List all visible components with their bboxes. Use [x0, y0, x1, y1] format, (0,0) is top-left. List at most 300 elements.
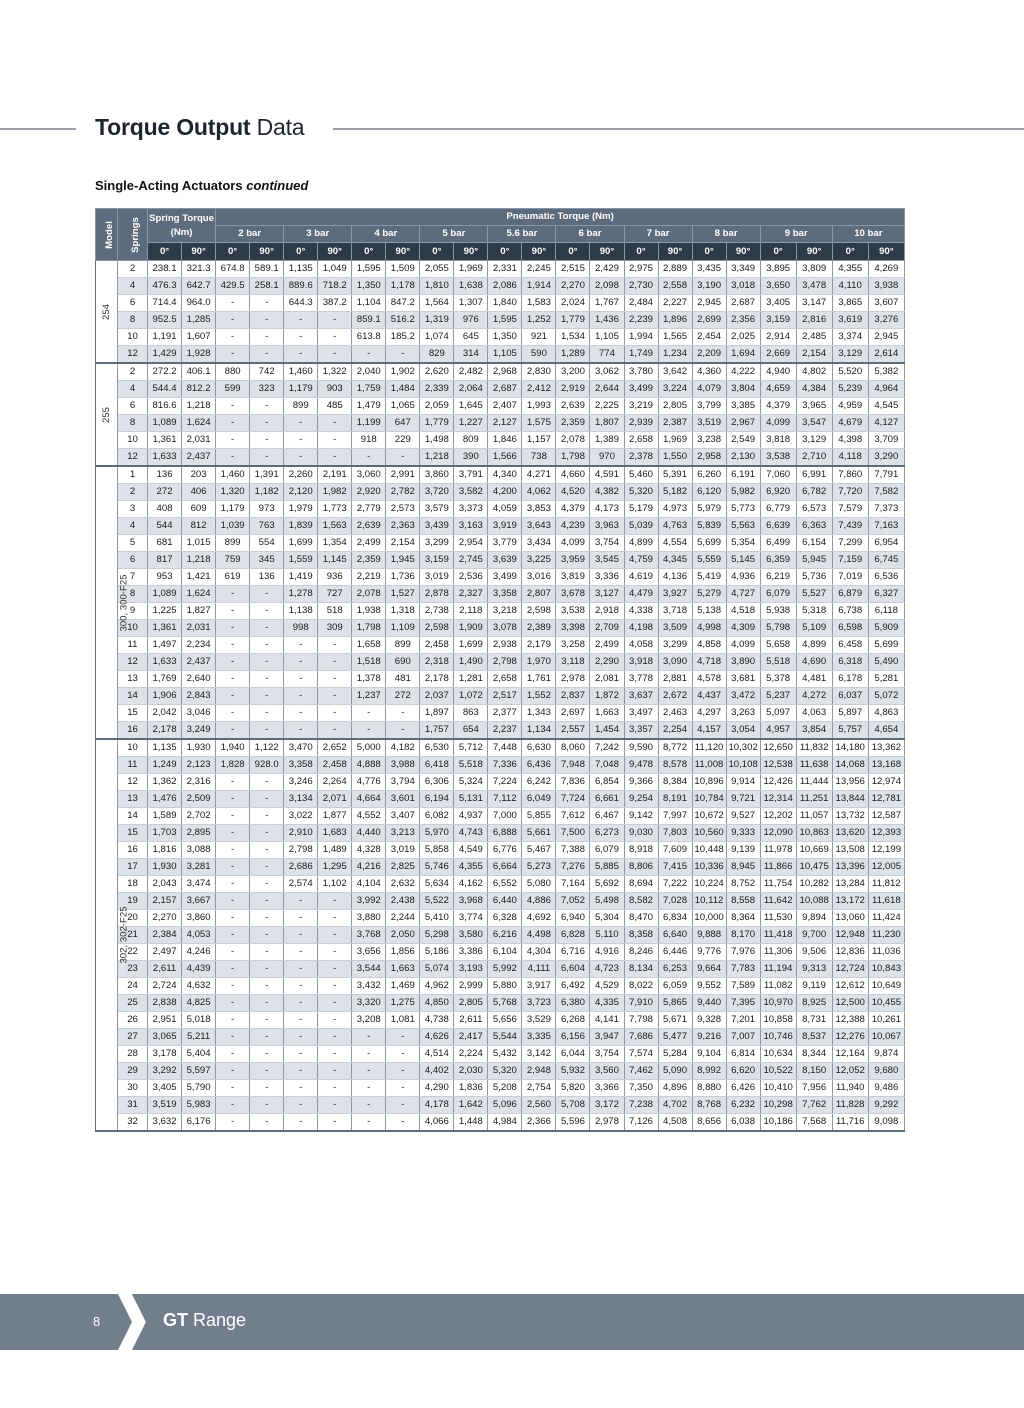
value-cell: 2,458 — [420, 637, 454, 654]
value-cell: 3,774 — [454, 910, 488, 927]
value-cell: 7,299 — [832, 535, 868, 552]
table-row — [96, 842, 905, 859]
springs-cell: 2 — [118, 484, 148, 501]
value-cell: 9,721 — [726, 791, 760, 808]
springs-cell: 10 — [118, 329, 148, 346]
value-cell: 1,607 — [182, 329, 216, 346]
value-cell: 1,694 — [726, 346, 760, 364]
page-title — [95, 114, 304, 141]
value-cell: 6,954 — [868, 535, 904, 552]
value-cell: 1,490 — [454, 654, 488, 671]
table-row — [96, 484, 905, 501]
section-title — [95, 178, 308, 193]
value-cell: 4,998 — [692, 620, 726, 637]
value-cell: 976 — [454, 312, 488, 329]
value-cell: 2,702 — [182, 808, 216, 825]
table-header-row-1 — [96, 209, 905, 226]
header-angle-0: 0° — [284, 243, 318, 261]
value-cell: 9,506 — [796, 944, 832, 961]
table-row — [96, 995, 905, 1012]
value-cell: - — [216, 329, 250, 346]
value-cell: 1,979 — [284, 501, 318, 518]
value-cell: 8,558 — [726, 893, 760, 910]
value-cell: 2,224 — [454, 1046, 488, 1063]
value-cell: 6,920 — [760, 484, 796, 501]
value-cell: 1,015 — [182, 535, 216, 552]
header-angle-0: 0° — [148, 243, 182, 261]
value-cell: 4,692 — [522, 910, 556, 927]
value-cell: - — [250, 774, 284, 791]
value-cell: 3,335 — [522, 1029, 556, 1046]
value-cell: 1,663 — [590, 705, 624, 722]
value-cell: 2,387 — [658, 415, 692, 432]
value-cell: 1,624 — [182, 586, 216, 603]
value-cell: 1,550 — [658, 449, 692, 467]
value-cell: 9,366 — [624, 774, 658, 791]
value-cell: 8,731 — [796, 1012, 832, 1029]
value-cell: - — [386, 1080, 420, 1097]
value-cell: 6,216 — [488, 927, 522, 944]
value-cell: 11,120 — [692, 739, 726, 757]
value-cell: 7,582 — [868, 484, 904, 501]
value-cell: 1,498 — [420, 432, 454, 449]
value-cell: 5,110 — [590, 927, 624, 944]
value-cell: 6,492 — [556, 978, 590, 995]
header-pressure: 5 bar — [420, 226, 488, 243]
value-cell: 847.2 — [386, 295, 420, 312]
value-cell: 5,131 — [454, 791, 488, 808]
value-cell: 2,237 — [488, 722, 522, 740]
value-cell: 589.1 — [250, 261, 284, 278]
value-cell: 2,025 — [726, 329, 760, 346]
value-cell: 185.2 — [386, 329, 420, 346]
value-cell: 2,798 — [488, 654, 522, 671]
value-cell: 12,426 — [760, 774, 796, 791]
value-cell: 5,699 — [692, 535, 726, 552]
value-cell: 4,355 — [454, 859, 488, 876]
value-cell: 3,607 — [868, 295, 904, 312]
value-cell: 1,389 — [590, 432, 624, 449]
value-cell: - — [352, 1063, 386, 1080]
value-cell: 4,591 — [590, 466, 624, 484]
value-cell: 6,268 — [556, 1012, 590, 1029]
value-cell: 5,090 — [658, 1063, 692, 1080]
value-cell: 2,378 — [624, 449, 658, 467]
value-cell: 2,754 — [522, 1080, 556, 1097]
value-cell: 2,598 — [522, 603, 556, 620]
value-cell: 2,098 — [590, 278, 624, 295]
value-cell: - — [216, 910, 250, 927]
value-cell: - — [386, 346, 420, 364]
value-cell: 6,426 — [726, 1080, 760, 1097]
value-cell: 7,164 — [556, 876, 590, 893]
value-cell: - — [284, 1012, 318, 1029]
value-cell: - — [318, 346, 352, 364]
value-cell: 1,773 — [318, 501, 352, 518]
value-cell: 2,178 — [148, 722, 182, 740]
value-cell: - — [386, 1097, 420, 1114]
value-cell: 8,537 — [796, 1029, 832, 1046]
value-cell: 2,779 — [352, 501, 386, 518]
value-cell: 7,836 — [556, 774, 590, 791]
value-cell: - — [216, 842, 250, 859]
value-cell: 5,518 — [454, 757, 488, 774]
springs-cell: 16 — [118, 722, 148, 740]
value-cell: 3,046 — [182, 705, 216, 722]
springs-cell: 26 — [118, 1012, 148, 1029]
value-cell: 5,736 — [796, 569, 832, 586]
value-cell: 11,978 — [760, 842, 796, 859]
value-cell: 1,378 — [352, 671, 386, 688]
header-angle-90: 90° — [386, 243, 420, 261]
value-cell: 1,846 — [488, 432, 522, 449]
table-row — [96, 1097, 905, 1114]
value-cell: 2,838 — [148, 995, 182, 1012]
value-cell: 3,213 — [386, 825, 420, 842]
value-cell: - — [318, 415, 352, 432]
value-cell: 8,918 — [624, 842, 658, 859]
value-cell: 10,302 — [726, 739, 760, 757]
table-row — [96, 552, 905, 569]
value-cell: 1,218 — [182, 552, 216, 569]
table-row — [96, 535, 905, 552]
table-header-row-2 — [96, 226, 905, 243]
value-cell: - — [318, 961, 352, 978]
value-cell: 4,940 — [760, 363, 796, 381]
value-cell: 3,538 — [760, 449, 796, 467]
value-cell: 2,227 — [658, 295, 692, 312]
value-cell: 11,530 — [760, 910, 796, 927]
value-cell: 8,806 — [624, 859, 658, 876]
value-cell: 6,178 — [832, 671, 868, 688]
value-cell: 554 — [250, 535, 284, 552]
value-cell: 5,518 — [760, 654, 796, 671]
value-cell: - — [386, 1046, 420, 1063]
value-cell: 7,976 — [726, 944, 760, 961]
value-cell: 3,434 — [522, 535, 556, 552]
springs-cell: 8 — [118, 415, 148, 432]
value-cell: 7,052 — [556, 893, 590, 910]
value-cell: 5,281 — [868, 671, 904, 688]
springs-cell: 4 — [118, 518, 148, 535]
value-cell: 2,043 — [148, 876, 182, 893]
value-cell: 321.3 — [182, 261, 216, 278]
value-cell: 6,630 — [522, 739, 556, 757]
value-cell: 817 — [148, 552, 182, 569]
value-cell: 1,285 — [182, 312, 216, 329]
value-cell: 13,956 — [832, 774, 868, 791]
value-cell: 4,514 — [420, 1046, 454, 1063]
value-cell: 3,799 — [692, 398, 726, 415]
value-cell: 10,843 — [868, 961, 904, 978]
value-cell: 1,798 — [352, 620, 386, 637]
value-cell: 3,545 — [590, 552, 624, 569]
value-cell: 2,438 — [386, 893, 420, 910]
value-cell: 9,664 — [692, 961, 726, 978]
value-cell: 5,208 — [488, 1080, 522, 1097]
springs-cell: 14 — [118, 688, 148, 705]
header-angle-90: 90° — [796, 243, 832, 261]
value-cell: 4,384 — [796, 381, 832, 398]
value-cell: 3,968 — [454, 893, 488, 910]
value-cell: 1,191 — [148, 329, 182, 346]
table-row — [96, 1114, 905, 1132]
value-cell: 1,104 — [352, 295, 386, 312]
value-cell: 4,654 — [868, 722, 904, 740]
value-cell: 3,642 — [658, 363, 692, 381]
value-cell: - — [216, 791, 250, 808]
value-cell: 4,759 — [624, 552, 658, 569]
value-cell: - — [216, 944, 250, 961]
value-cell: 2,366 — [522, 1114, 556, 1132]
value-cell: 6,327 — [868, 586, 904, 603]
model-cell — [96, 363, 118, 466]
value-cell: 3,435 — [692, 261, 726, 278]
value-cell: 5,419 — [692, 569, 726, 586]
value-cell: 2,270 — [556, 278, 590, 295]
table-row — [96, 654, 905, 671]
value-cell: 1,534 — [556, 329, 590, 346]
value-cell: 5,320 — [488, 1063, 522, 1080]
value-cell: 5,378 — [760, 671, 796, 688]
value-cell: 2,356 — [726, 312, 760, 329]
value-cell: 2,485 — [796, 329, 832, 346]
value-cell: 3,258 — [556, 637, 590, 654]
value-cell: 3,890 — [726, 654, 760, 671]
value-cell: - — [216, 722, 250, 740]
value-cell: 4,304 — [522, 944, 556, 961]
value-cell: - — [216, 1029, 250, 1046]
value-cell: - — [250, 808, 284, 825]
value-cell: 2,557 — [556, 722, 590, 740]
value-cell: 899 — [284, 398, 318, 415]
value-cell: 5,885 — [590, 859, 624, 876]
value-cell: 5,692 — [590, 876, 624, 893]
value-cell: 6,598 — [832, 620, 868, 637]
value-cell: 690 — [386, 654, 420, 671]
value-cell: 4,104 — [352, 876, 386, 893]
value-cell: 12,005 — [868, 859, 904, 876]
value-cell: 6,079 — [590, 842, 624, 859]
value-cell: 10,669 — [796, 842, 832, 859]
value-cell: 12,090 — [760, 825, 796, 842]
value-cell: 6,782 — [796, 484, 832, 501]
value-cell: 9,486 — [868, 1080, 904, 1097]
value-cell: 13,284 — [832, 876, 868, 893]
value-cell: 3,016 — [522, 569, 556, 586]
value-cell: 3,854 — [796, 722, 832, 740]
value-cell: 4,916 — [590, 944, 624, 961]
value-cell: - — [352, 1080, 386, 1097]
value-cell: - — [250, 1046, 284, 1063]
value-cell: 2,939 — [624, 415, 658, 432]
value-cell: 2,339 — [420, 381, 454, 398]
value-cell: 6,232 — [726, 1097, 760, 1114]
value-cell: - — [318, 1046, 352, 1063]
springs-cell: 6 — [118, 552, 148, 569]
value-cell: 2,745 — [454, 552, 488, 569]
value-cell: 1,182 — [250, 484, 284, 501]
value-cell: 889.6 — [284, 278, 318, 295]
value-cell: 2,463 — [658, 705, 692, 722]
value-cell: 3,405 — [760, 295, 796, 312]
value-cell: 9,292 — [868, 1097, 904, 1114]
value-cell: 4,850 — [420, 995, 454, 1012]
value-cell: - — [386, 1063, 420, 1080]
value-cell: - — [216, 825, 250, 842]
value-cell: 11,642 — [760, 893, 796, 910]
value-cell: 1,102 — [318, 876, 352, 893]
value-cell: 1,583 — [522, 295, 556, 312]
value-cell: - — [318, 978, 352, 995]
value-cell: 6,156 — [556, 1029, 590, 1046]
value-cell: 6,082 — [420, 808, 454, 825]
value-cell: 13,060 — [832, 910, 868, 927]
value-cell: 3,643 — [522, 518, 556, 535]
value-cell: 3,090 — [658, 654, 692, 671]
value-cell: 3,159 — [420, 552, 454, 569]
model-label: 300, 300-F25 — [118, 573, 130, 632]
value-cell: 4,984 — [488, 1114, 522, 1132]
value-cell: 3,499 — [488, 569, 522, 586]
value-cell: 2,574 — [284, 876, 318, 893]
value-cell: 7,448 — [488, 739, 522, 757]
value-cell: 3,386 — [454, 944, 488, 961]
value-cell: 2,730 — [624, 278, 658, 295]
value-cell: - — [216, 654, 250, 671]
table-row — [96, 312, 905, 329]
value-cell: 7,000 — [488, 808, 522, 825]
value-cell: 5,000 — [352, 739, 386, 757]
table-row — [96, 398, 905, 415]
value-cell: 2,517 — [488, 688, 522, 705]
header-angle-0: 0° — [760, 243, 796, 261]
value-cell: 4,136 — [658, 569, 692, 586]
value-cell: 2,549 — [726, 432, 760, 449]
value-cell: 3,142 — [522, 1046, 556, 1063]
value-cell: 2,620 — [420, 363, 454, 381]
springs-cell: 12 — [118, 774, 148, 791]
value-cell: 5,820 — [556, 1080, 590, 1097]
value-cell: 2,948 — [522, 1063, 556, 1080]
value-cell: 3,054 — [726, 722, 760, 740]
table-row — [96, 569, 905, 586]
value-cell: 2,536 — [454, 569, 488, 586]
value-cell: 1,454 — [590, 722, 624, 740]
value-cell: 7,439 — [832, 518, 868, 535]
value-cell: 12,612 — [832, 978, 868, 995]
value-cell: - — [284, 415, 318, 432]
table-body — [96, 261, 905, 1132]
value-cell: 1,877 — [318, 808, 352, 825]
value-cell: 3,366 — [590, 1080, 624, 1097]
value-cell: - — [216, 859, 250, 876]
value-cell: 2,598 — [420, 620, 454, 637]
value-cell: 4,200 — [488, 484, 522, 501]
value-cell: 5,404 — [182, 1046, 216, 1063]
value-cell: 4,141 — [590, 1012, 624, 1029]
springs-cell: 30 — [118, 1080, 148, 1097]
value-cell: 2,123 — [182, 757, 216, 774]
value-cell: 2,710 — [796, 449, 832, 467]
value-cell: 4,059 — [488, 501, 522, 518]
value-cell: - — [216, 1046, 250, 1063]
value-cell: 5,467 — [522, 842, 556, 859]
value-cell: 7,589 — [726, 978, 760, 995]
value-cell: 6,359 — [760, 552, 796, 569]
table-row — [96, 757, 905, 774]
value-cell: 8,582 — [624, 893, 658, 910]
value-cell: - — [250, 722, 284, 740]
value-cell: 3,529 — [522, 1012, 556, 1029]
value-cell: 10,634 — [760, 1046, 796, 1063]
model-cell — [96, 739, 130, 1131]
value-cell: 9,527 — [726, 808, 760, 825]
value-cell: 4,099 — [726, 637, 760, 654]
value-cell: 1,178 — [386, 278, 420, 295]
value-cell: - — [284, 346, 318, 364]
springs-cell: 4 — [118, 278, 148, 295]
table-row — [96, 1063, 905, 1080]
value-cell: 3,860 — [420, 466, 454, 484]
value-cell: 2,270 — [148, 910, 182, 927]
value-cell: 7,500 — [556, 825, 590, 842]
value-cell: 7,579 — [832, 501, 868, 518]
value-cell: 1,769 — [148, 671, 182, 688]
value-cell: 12,500 — [832, 995, 868, 1012]
value-cell: 2,245 — [522, 261, 556, 278]
value-cell: 11,832 — [796, 739, 832, 757]
value-cell: 9,888 — [692, 927, 726, 944]
value-cell: 654 — [454, 722, 488, 740]
value-cell: 3,917 — [522, 978, 556, 995]
table-row — [96, 927, 905, 944]
value-cell: 4,440 — [352, 825, 386, 842]
value-cell: - — [250, 825, 284, 842]
value-cell: 3,895 — [760, 261, 796, 278]
value-cell: 429.5 — [216, 278, 250, 295]
value-cell: - — [250, 893, 284, 910]
value-cell: - — [284, 688, 318, 705]
value-cell: 7,201 — [726, 1012, 760, 1029]
value-cell: 9,328 — [692, 1012, 726, 1029]
value-cell: 7,724 — [556, 791, 590, 808]
value-cell: - — [216, 893, 250, 910]
value-cell: 7,948 — [556, 757, 590, 774]
value-cell: 1,906 — [148, 688, 182, 705]
value-cell: 2,644 — [590, 381, 624, 398]
value-cell: - — [250, 910, 284, 927]
table-header-row-3 — [96, 243, 905, 261]
value-cell: 1,179 — [216, 501, 250, 518]
value-cell: 7,395 — [726, 995, 760, 1012]
value-cell: 2,037 — [420, 688, 454, 705]
value-cell: 3,246 — [284, 774, 318, 791]
value-cell: 9,030 — [624, 825, 658, 842]
value-cell: 6,436 — [522, 757, 556, 774]
value-cell: 645 — [454, 329, 488, 346]
value-cell: 3,723 — [522, 995, 556, 1012]
value-cell: 1,320 — [216, 484, 250, 501]
value-cell: 6,814 — [726, 1046, 760, 1063]
value-cell: 9,552 — [692, 978, 726, 995]
value-cell: 4,439 — [182, 961, 216, 978]
table-row — [96, 893, 905, 910]
value-cell: 3,965 — [796, 398, 832, 415]
value-cell: - — [284, 637, 318, 654]
value-cell: 4,402 — [420, 1063, 454, 1080]
value-cell: - — [250, 654, 284, 671]
